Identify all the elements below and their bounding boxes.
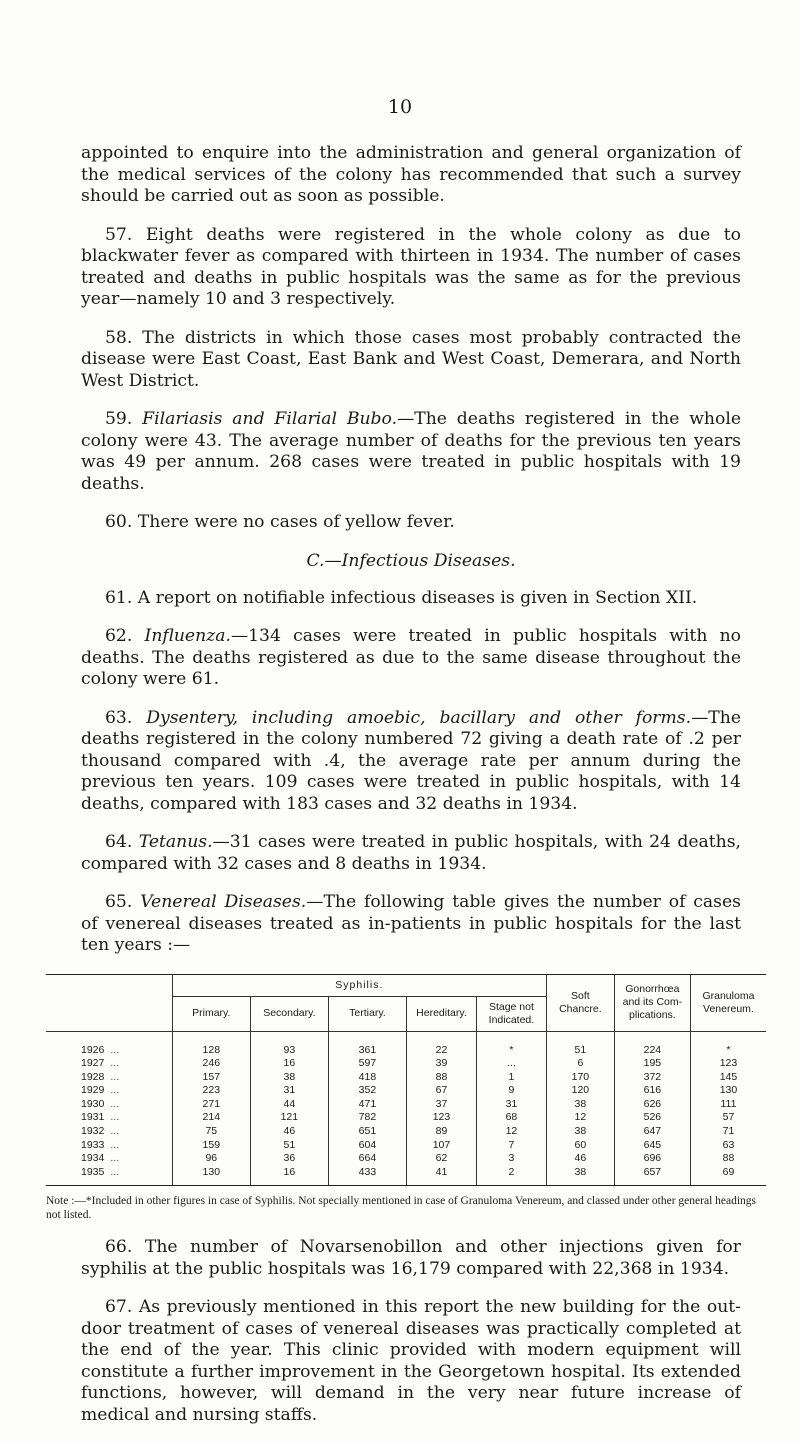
tertiary-cell: 651 <box>328 1125 406 1139</box>
tertiary-header: Tertiary. <box>328 996 406 1031</box>
year-cell <box>46 1166 172 1186</box>
year-cell <box>46 1057 172 1071</box>
gonorrhoea-cell: 616 <box>614 1084 690 1098</box>
table-row <box>46 1084 766 1098</box>
granuloma-cell: 123 <box>690 1057 766 1071</box>
table-row <box>46 1031 766 1057</box>
tertiary-cell: 782 <box>328 1111 406 1125</box>
year-column-header <box>46 974 172 1031</box>
gonorrhoea-header: Gonorrhœa and its Com- plications. <box>614 974 690 1031</box>
paragraph-intro: appointed to enquire into the administration and general organization of the medical services of the colony has recommended that such a survey should be carried out as soon as possible. <box>81 143 741 206</box>
granuloma-cell: * <box>690 1031 766 1057</box>
tertiary-cell: 597 <box>328 1057 406 1071</box>
tertiary-cell: 433 <box>328 1166 406 1186</box>
year-cell <box>46 1111 172 1125</box>
gonorrhoea-cell: 372 <box>614 1071 690 1085</box>
tertiary-cell: 418 <box>328 1071 406 1085</box>
year-cell <box>46 1098 172 1112</box>
granuloma-cell: 69 <box>690 1166 766 1186</box>
soft-cell: 38 <box>546 1166 614 1186</box>
year-cell <box>46 1084 172 1098</box>
secondary-cell: 38 <box>250 1071 328 1085</box>
year-label: 1932 <box>81 1125 105 1138</box>
granuloma-header: Granuloma Venereum. <box>690 974 766 1031</box>
paragraph-65-title: Venereal Diseases. <box>140 892 307 912</box>
secondary-cell: 93 <box>250 1031 328 1057</box>
gonorrhoea-cell: 657 <box>614 1166 690 1186</box>
leader-dots: ... <box>110 1084 120 1097</box>
primary-header: Primary. <box>172 996 250 1031</box>
paragraph-59 <box>81 409 741 495</box>
granuloma-cell: 130 <box>690 1084 766 1098</box>
leader-dots: ... <box>110 1165 120 1178</box>
year-label: 1927 <box>81 1057 105 1070</box>
soft-cell: 38 <box>546 1098 614 1112</box>
tertiary-cell: 664 <box>328 1152 406 1166</box>
granuloma-cell: 145 <box>690 1071 766 1085</box>
soft-cell: 60 <box>546 1139 614 1153</box>
hereditary-cell: 39 <box>406 1057 476 1071</box>
paragraph-64 <box>81 832 741 875</box>
hereditary-cell: 41 <box>406 1166 476 1186</box>
year-label: 1926 <box>81 1043 105 1056</box>
paragraph-59-text: —The deaths registered in the whole colony were 43. The average number of deaths for the previous ten years was 49 per annum. 268 cases were treated in public hospitals with 19 deaths. <box>81 409 741 494</box>
paragraph-64-text: —31 cases were treated in public hospitals, with 24 deaths, compared with 32 cases and 8 deaths in 1934. <box>81 832 742 874</box>
year-cell <box>46 1139 172 1153</box>
stage-cell: 7 <box>476 1139 546 1153</box>
hereditary-cell: 67 <box>406 1084 476 1098</box>
leader-dots: ... <box>110 1097 120 1110</box>
secondary-cell: 44 <box>250 1098 328 1112</box>
paragraph-62 <box>81 626 741 691</box>
stage-cell: ... <box>476 1057 546 1071</box>
soft-cell: 170 <box>546 1071 614 1085</box>
paragraph-64-number: 64. <box>105 832 133 852</box>
stage-not-indicated-header: Stage not Indicated. <box>476 996 546 1031</box>
year-label: 1931 <box>81 1111 105 1124</box>
year-cell <box>46 1071 172 1085</box>
soft-chancre-header: Soft Chancre. <box>546 974 614 1031</box>
primary-cell: 75 <box>172 1125 250 1139</box>
hereditary-cell: 89 <box>406 1125 476 1139</box>
primary-cell: 128 <box>172 1031 250 1057</box>
paragraph-63-number: 63. <box>105 707 133 728</box>
paragraph-67: 67. As previously mentioned in this report the new building for the out-door treatment of cases of venereal diseases was practically completed at the end of the year. This clinic provided with modern equipment will constitute a further improvement in the Georgetown hospital. Its extended functions, however, will demand in the very near future increase of medical and nursing staffs. <box>81 1297 741 1425</box>
leader-dots: ... <box>110 1125 120 1138</box>
paragraph-65-number: 65. <box>105 892 133 912</box>
soft-cell: 12 <box>546 1111 614 1125</box>
primary-cell: 159 <box>172 1139 250 1153</box>
leader-dots: ... <box>110 1057 120 1070</box>
paragraph-60: 60. There were no cases of yellow fever. <box>105 512 455 532</box>
gonorrhoea-cell: 195 <box>614 1057 690 1071</box>
table-note: Note :—*Included in other figures in case of Syphilis. Not specially mentioned in case of Granuloma Venereum, and classed under other general headings not listed. <box>46 1195 757 1222</box>
soft-cell: 38 <box>546 1125 614 1139</box>
stage-cell: 1 <box>476 1071 546 1085</box>
year-label: 1929 <box>81 1084 105 1097</box>
granuloma-cell: 57 <box>690 1111 766 1125</box>
secondary-cell: 31 <box>250 1084 328 1098</box>
paragraph-63 <box>81 708 741 816</box>
primary-cell: 246 <box>172 1057 250 1071</box>
venereal-diseases-table <box>46 974 766 1187</box>
paragraph-59-title: Filariasis and Filarial Bubo. <box>142 409 398 429</box>
gonorrhoea-cell: 645 <box>614 1139 690 1153</box>
stage-cell: 9 <box>476 1084 546 1098</box>
syphilis-group-header: Syphilis. <box>172 974 546 996</box>
soft-cell: 51 <box>546 1031 614 1057</box>
leader-dots: ... <box>110 1152 120 1165</box>
primary-cell: 223 <box>172 1084 250 1098</box>
hereditary-cell: 107 <box>406 1139 476 1153</box>
paragraph-64-title: Tetanus. <box>138 832 213 852</box>
table-header-row <box>46 974 766 996</box>
primary-cell: 130 <box>172 1166 250 1186</box>
granuloma-cell: 71 <box>690 1125 766 1139</box>
gonorrhoea-cell: 526 <box>614 1111 690 1125</box>
paragraph-58: 58. The districts in which those cases most probably contracted the disease were East Coast, East Bank and West Coast, Demerara, and North West District. <box>81 327 741 391</box>
gonorrhoea-cell: 224 <box>614 1031 690 1057</box>
table-row <box>46 1125 766 1139</box>
stage-cell: * <box>476 1031 546 1057</box>
gonorrhoea-cell: 626 <box>614 1098 690 1112</box>
tertiary-cell: 361 <box>328 1031 406 1057</box>
leader-dots: ... <box>110 1043 120 1056</box>
year-label: 1930 <box>81 1097 105 1110</box>
table-row <box>46 1071 766 1085</box>
secondary-cell: 51 <box>250 1139 328 1153</box>
primary-cell: 214 <box>172 1111 250 1125</box>
stage-cell: 3 <box>476 1152 546 1166</box>
hereditary-header: Hereditary. <box>406 996 476 1031</box>
paragraph-59-number: 59. <box>105 409 133 429</box>
page-number: 10 <box>387 96 413 118</box>
hereditary-cell: 37 <box>406 1098 476 1112</box>
stage-cell: 12 <box>476 1125 546 1139</box>
secondary-cell: 16 <box>250 1057 328 1071</box>
paragraph-63-text: —The deaths registered in the colony numbered 72 giving a death rate of .2 per thousand compared with .4, the average rate per annum during the previous ten years. 109 cases were treated in public hospitals, with 14 deaths, compared with 183 cases and 32 deaths in 1934. <box>81 707 742 814</box>
year-label: 1934 <box>81 1152 105 1165</box>
paragraph-65-text: —The following table gives the number of cases of venereal diseases treated as in-patients in public hospitals for the last ten years :— <box>81 892 741 955</box>
soft-cell: 6 <box>546 1057 614 1071</box>
stage-cell: 68 <box>476 1111 546 1125</box>
tertiary-cell: 471 <box>328 1098 406 1112</box>
paragraph-61: 61. A report on notifiable infectious diseases is given in Section XII. <box>105 587 698 608</box>
year-cell <box>46 1031 172 1057</box>
secondary-cell: 46 <box>250 1125 328 1139</box>
primary-cell: 157 <box>172 1071 250 1085</box>
table-row <box>46 1166 766 1186</box>
granuloma-cell: 88 <box>690 1152 766 1166</box>
secondary-header: Secondary. <box>250 996 328 1031</box>
table-row <box>46 1098 766 1112</box>
secondary-cell: 121 <box>250 1111 328 1125</box>
leader-dots: ... <box>110 1138 120 1151</box>
table-row <box>46 1111 766 1125</box>
soft-cell: 46 <box>546 1152 614 1166</box>
hereditary-cell: 123 <box>406 1111 476 1125</box>
hereditary-cell: 62 <box>406 1152 476 1166</box>
paragraph-66: 66. The number of Novarsenobillon and other injections given for syphilis at the public hospitals was 16,179 compared with 22,368 in 1934. <box>81 1237 741 1279</box>
year-label: 1933 <box>81 1138 105 1151</box>
gonorrhoea-cell: 696 <box>614 1152 690 1166</box>
page-body <box>46 143 757 1443</box>
table-row <box>46 1139 766 1153</box>
secondary-cell: 16 <box>250 1166 328 1186</box>
paragraph-62-number: 62. <box>105 626 133 646</box>
tertiary-cell: 352 <box>328 1084 406 1098</box>
leader-dots: ... <box>110 1111 120 1124</box>
year-cell <box>46 1152 172 1166</box>
year-label: 1935 <box>81 1165 105 1178</box>
leader-dots: ... <box>110 1070 120 1083</box>
tertiary-cell: 604 <box>328 1139 406 1153</box>
paragraph-63-title: Dysentery, including amoebic, bacillary and other forms. <box>146 707 692 728</box>
primary-cell: 96 <box>172 1152 250 1166</box>
paragraph-57: 57. Eight deaths were registered in the whole colony as due to blackwater fever as compared with thirteen in 1934. The number of cases treated and deaths in public hospitals was the same as for the previous year—namely 10 and 3 respectively. <box>81 224 741 309</box>
year-cell <box>46 1125 172 1139</box>
stage-cell: 2 <box>476 1166 546 1186</box>
gonorrhoea-cell: 647 <box>614 1125 690 1139</box>
paragraph-62-text: —134 cases were treated in public hospitals with no deaths. The deaths registered as due to the same disease throughout the colony were 61. <box>81 626 741 689</box>
hereditary-cell: 22 <box>406 1031 476 1057</box>
stage-cell: 31 <box>476 1098 546 1112</box>
table-row <box>46 1057 766 1071</box>
paragraph-65 <box>81 892 741 957</box>
hereditary-cell: 88 <box>406 1071 476 1085</box>
section-heading: C.—Infectious Diseases. <box>306 550 516 571</box>
table-row <box>46 1152 766 1166</box>
granuloma-cell: 111 <box>690 1098 766 1112</box>
table-body <box>46 1031 766 1186</box>
granuloma-cell: 63 <box>690 1139 766 1153</box>
year-label: 1928 <box>81 1070 105 1083</box>
paragraph-62-title: Influenza. <box>144 626 231 646</box>
secondary-cell: 36 <box>250 1152 328 1166</box>
soft-cell: 120 <box>546 1084 614 1098</box>
primary-cell: 271 <box>172 1098 250 1112</box>
